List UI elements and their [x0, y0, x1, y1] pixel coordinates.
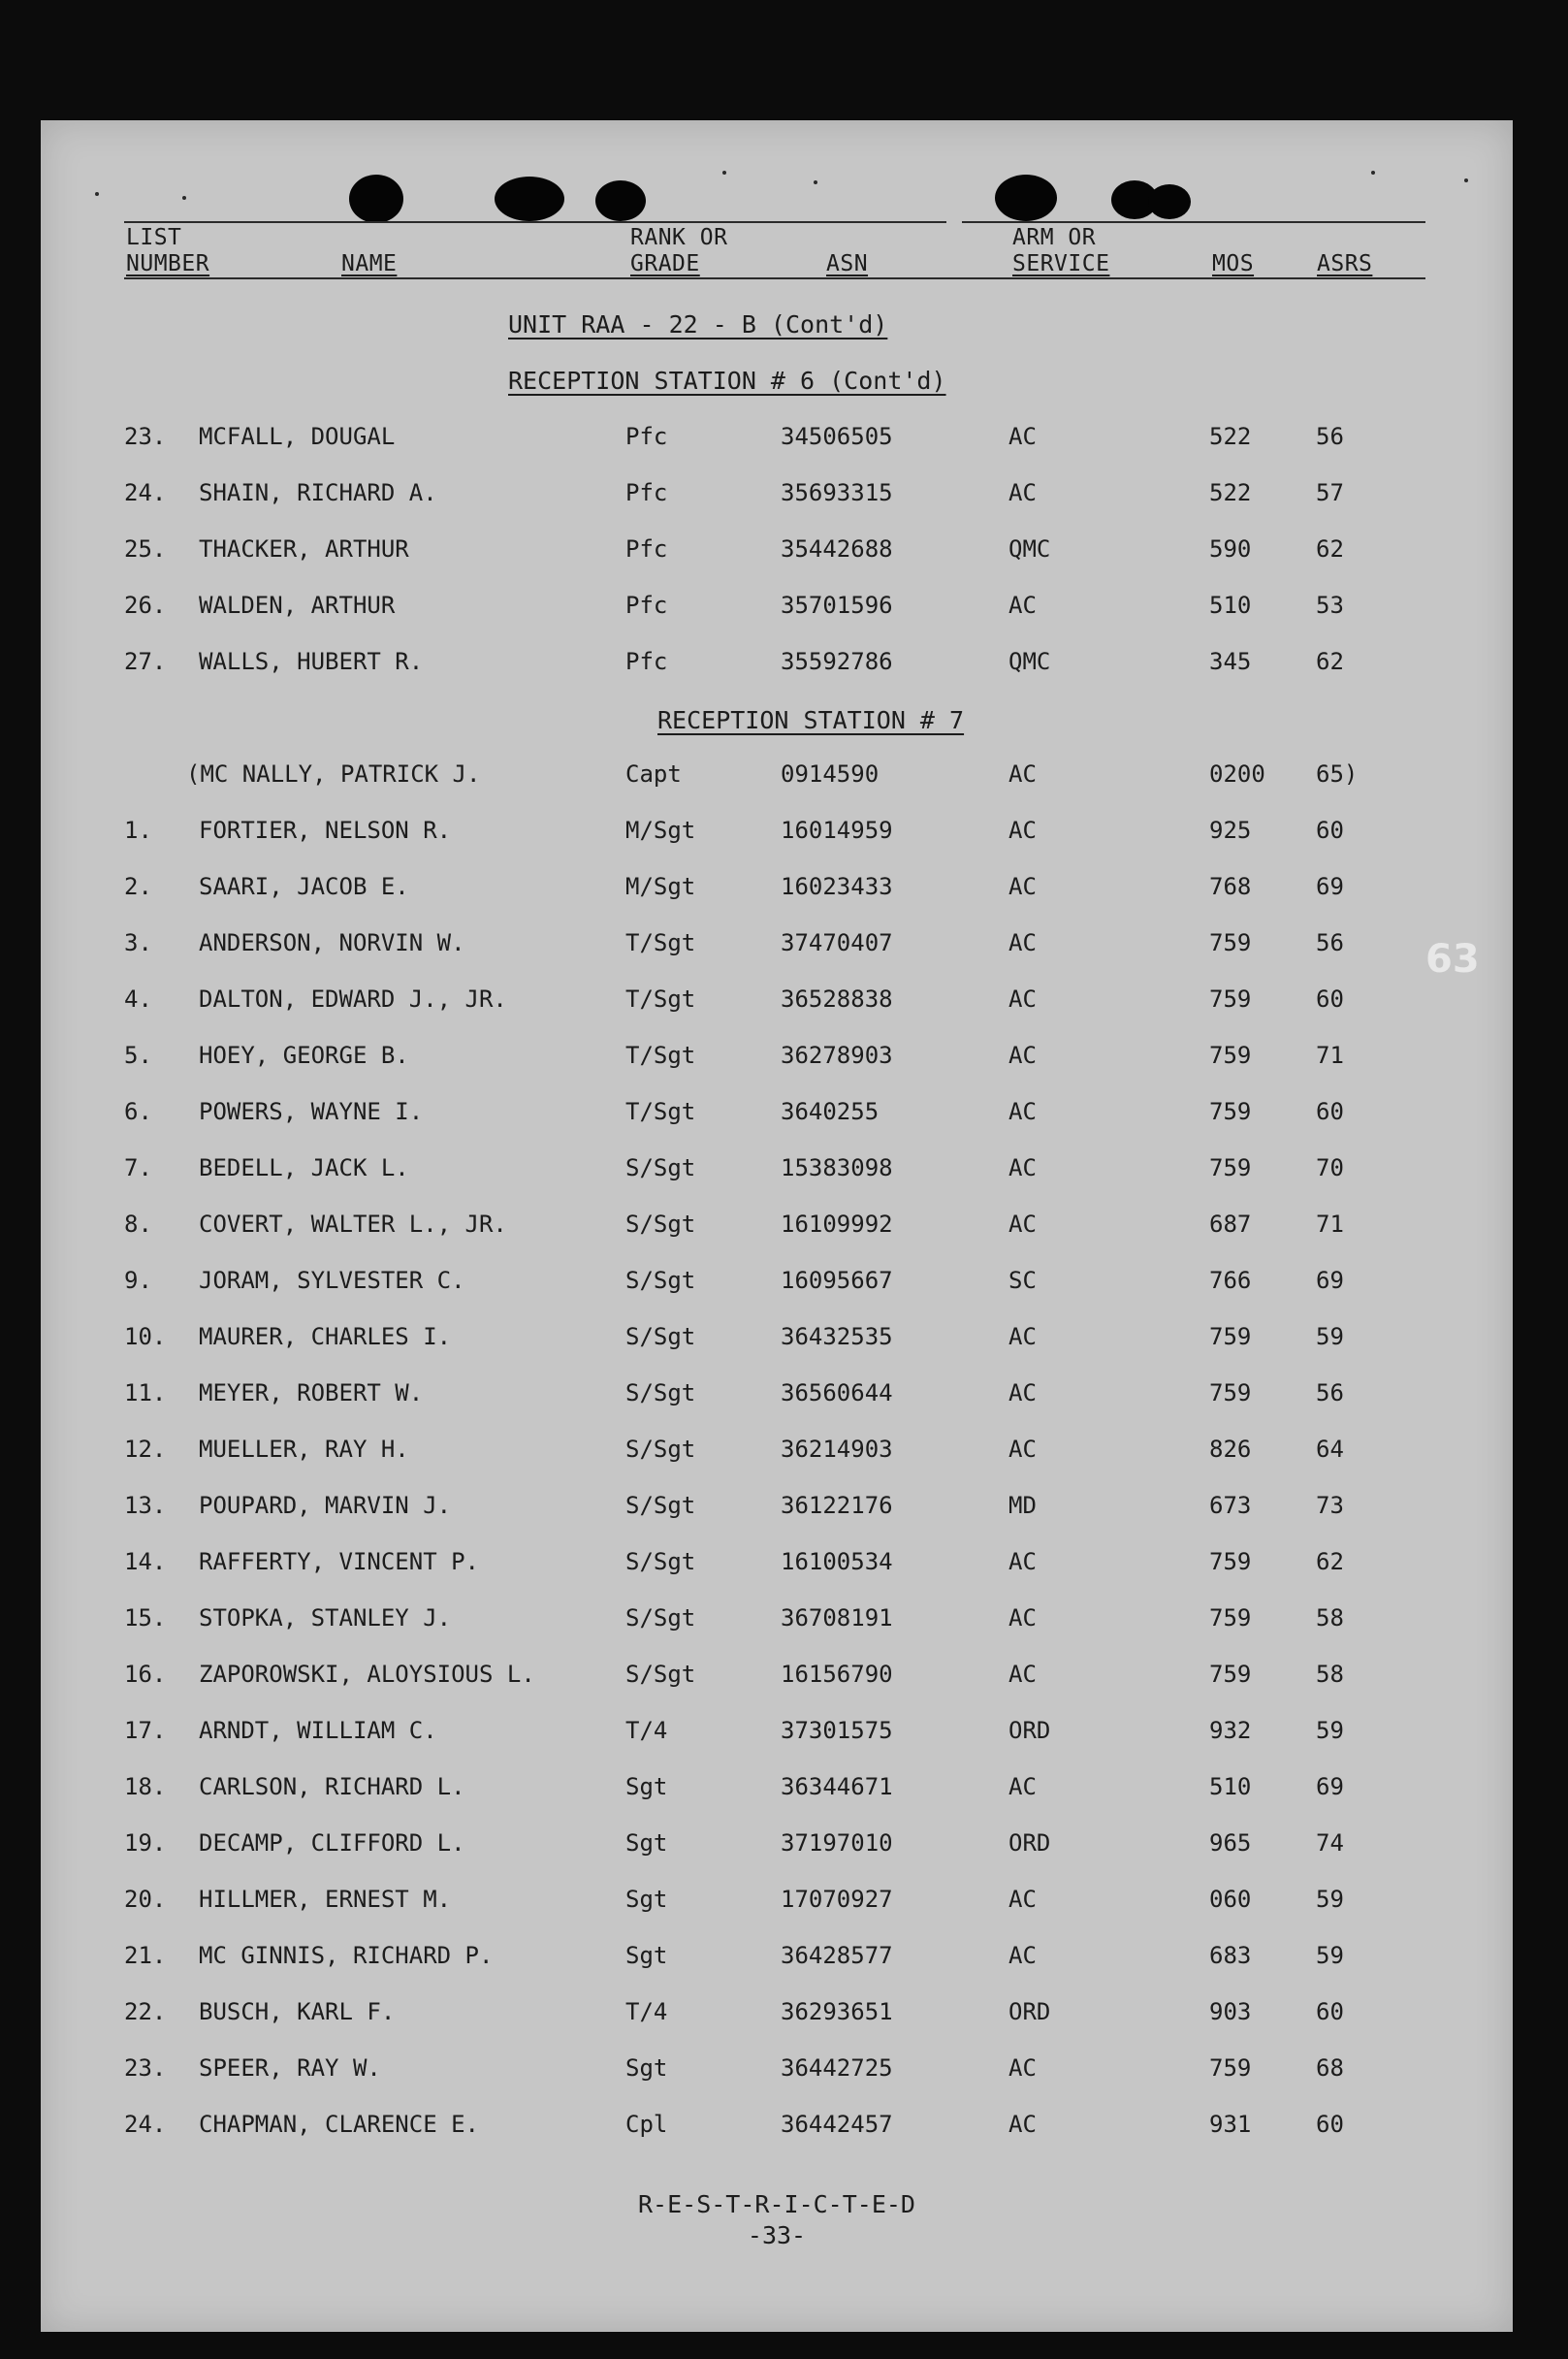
cell-name: BUSCH, KARL F.: [199, 1998, 396, 2025]
cell-name: MUELLER, RAY H.: [199, 1436, 409, 1463]
cell-num: 12.: [124, 1436, 167, 1463]
roster-row: [41, 1492, 1513, 1531]
cell-rank: S/Sgt: [625, 1604, 696, 1632]
cell-num: 16.: [124, 1661, 167, 1688]
cell-asn: 36122176: [781, 1492, 893, 1519]
cell-name: HILLMER, ERNEST M.: [199, 1886, 452, 1913]
roster-row: [41, 535, 1513, 574]
cell-num: 26.: [124, 592, 167, 619]
cell-rank: S/Sgt: [625, 1548, 696, 1575]
cell-name: CHAPMAN, CLARENCE E.: [199, 2111, 479, 2138]
cell-num: 27.: [124, 648, 167, 675]
cell-name: CARLSON, RICHARD L.: [199, 1773, 465, 1800]
cell-asrs: 62: [1316, 1548, 1344, 1575]
cell-name: SPEER, RAY W.: [199, 2054, 381, 2082]
cell-name: ZAPOROWSKI, ALOYSIOUS L.: [199, 1661, 535, 1688]
cell-mos: 759: [1209, 1154, 1252, 1181]
cell-name: MCFALL, DOUGAL: [199, 423, 396, 450]
cell-num: 25.: [124, 535, 167, 563]
station6-title: RECEPTION STATION # 6 (Cont'd): [508, 367, 946, 395]
speck: [1464, 178, 1468, 182]
cell-rank: Sgt: [625, 2054, 668, 2082]
cell-mos: 673: [1209, 1492, 1252, 1519]
punch-hole: [995, 175, 1057, 221]
speck: [1371, 171, 1375, 175]
station7-title: RECEPTION STATION # 7: [657, 706, 965, 734]
cell-arm: AC: [1008, 817, 1037, 844]
cell-name: SAARI, JACOB E.: [199, 873, 409, 900]
cell-rank: M/Sgt: [625, 817, 696, 844]
cell-asrs: 62: [1316, 648, 1344, 675]
cell-arm: AC: [1008, 929, 1037, 956]
roster-row: [41, 479, 1513, 518]
cell-rank: T/4: [625, 1717, 668, 1744]
cell-mos: 903: [1209, 1998, 1252, 2025]
cell-rank: S/Sgt: [625, 1154, 696, 1181]
roster-row: [41, 1773, 1513, 1812]
cell-arm: AC: [1008, 1773, 1037, 1800]
roster-row: [41, 1717, 1513, 1756]
cell-num: 24.: [124, 2111, 167, 2138]
cell-asrs: 60: [1316, 817, 1344, 844]
cell-num: 9.: [124, 1267, 152, 1294]
roster-row: [41, 1379, 1513, 1418]
classification-marking: R-E-S-T-R-I-C-T-E-D: [638, 2190, 915, 2218]
cell-name: STOPKA, STANLEY J.: [199, 1604, 452, 1632]
cell-mos: 510: [1209, 592, 1252, 619]
cell-arm: AC: [1008, 1211, 1037, 1238]
cell-mos: 522: [1209, 479, 1252, 506]
cell-name: ANDERSON, NORVIN W.: [199, 929, 465, 956]
cell-asn: 17070927: [781, 1886, 893, 1913]
cell-rank: Pfc: [625, 479, 668, 506]
cell-arm: AC: [1008, 2111, 1037, 2138]
cell-rank: T/Sgt: [625, 986, 696, 1013]
cell-mos: 965: [1209, 1829, 1252, 1857]
cell-asrs: 60: [1316, 1998, 1344, 2025]
roster-row: [41, 592, 1513, 630]
cell-arm: ORD: [1008, 1829, 1051, 1857]
cell-rank: S/Sgt: [625, 1379, 696, 1406]
roster-row: [41, 2054, 1513, 2093]
cell-rank: Sgt: [625, 1829, 668, 1857]
cell-asn: 35592786: [781, 648, 893, 675]
roster-row: [41, 1211, 1513, 1249]
cell-mos: 759: [1209, 1098, 1252, 1125]
cell-arm: AC: [1008, 1661, 1037, 1688]
cell-asn: 16095667: [781, 1267, 893, 1294]
cell-asrs: 69: [1316, 1773, 1344, 1800]
cell-arm: AC: [1008, 1886, 1037, 1913]
cell-arm: AC: [1008, 1942, 1037, 1969]
punch-hole: [1148, 184, 1191, 219]
cell-mos: 932: [1209, 1717, 1252, 1744]
cell-asrs: 69: [1316, 873, 1344, 900]
header-arm: ARM OR SERVICE: [1012, 225, 1110, 276]
speck: [182, 196, 186, 200]
cell-mos: 687: [1209, 1211, 1252, 1238]
cell-asrs: 74: [1316, 1829, 1344, 1857]
cell-asn: 36214903: [781, 1436, 893, 1463]
speck: [814, 180, 817, 184]
officer-asn: 0914590: [781, 760, 880, 788]
cell-mos: 925: [1209, 817, 1252, 844]
cell-rank: Pfc: [625, 423, 668, 450]
officer-row: [41, 760, 1513, 799]
cell-asn: 36560644: [781, 1379, 893, 1406]
cell-mos: 759: [1209, 986, 1252, 1013]
cell-asn: 34506505: [781, 423, 893, 450]
document-page: [41, 120, 1513, 2332]
cell-mos: 768: [1209, 873, 1252, 900]
header-bottom-rule: [124, 277, 1425, 279]
cell-mos: 759: [1209, 2054, 1252, 2082]
punch-hole: [595, 180, 646, 221]
cell-asrs: 59: [1316, 1886, 1344, 1913]
cell-arm: AC: [1008, 1042, 1037, 1069]
punch-hole: [495, 177, 564, 221]
cell-mos: 759: [1209, 1604, 1252, 1632]
cell-num: 24.: [124, 479, 167, 506]
cell-rank: T/4: [625, 1998, 668, 2025]
cell-asn: 36432535: [781, 1323, 893, 1350]
cell-asrs: 68: [1316, 2054, 1344, 2082]
roster-row: [41, 1323, 1513, 1362]
header-top-rule: [962, 221, 1425, 223]
cell-name: MC GINNIS, RICHARD P.: [199, 1942, 494, 1969]
roster-row: [41, 1098, 1513, 1137]
cell-arm: AC: [1008, 479, 1037, 506]
roster-row: [41, 648, 1513, 687]
cell-arm: AC: [1008, 1323, 1037, 1350]
cell-asn: 16109992: [781, 1211, 893, 1238]
cell-mos: 522: [1209, 423, 1252, 450]
cell-asn: 36442725: [781, 2054, 893, 2082]
roster-row: [41, 1998, 1513, 2037]
cell-arm: AC: [1008, 1548, 1037, 1575]
cell-asn: 3640255: [781, 1098, 880, 1125]
cell-num: 3.: [124, 929, 152, 956]
roster-row: [41, 1942, 1513, 1981]
cell-name: COVERT, WALTER L., JR.: [199, 1211, 507, 1238]
speck: [95, 192, 99, 196]
cell-name: BEDELL, JACK L.: [199, 1154, 409, 1181]
cell-name: POWERS, WAYNE I.: [199, 1098, 424, 1125]
cell-rank: Pfc: [625, 535, 668, 563]
cell-asrs: 64: [1316, 1436, 1344, 1463]
cell-num: 2.: [124, 873, 152, 900]
cell-num: 22.: [124, 1998, 167, 2025]
cell-name: DECAMP, CLIFFORD L.: [199, 1829, 465, 1857]
cell-num: 17.: [124, 1717, 167, 1744]
cell-asrs: 69: [1316, 1267, 1344, 1294]
cell-num: 23.: [124, 423, 167, 450]
cell-mos: 590: [1209, 535, 1252, 563]
header-asrs: ASRS: [1317, 251, 1373, 276]
officer-arm: AC: [1008, 760, 1037, 788]
speck: [722, 171, 726, 175]
cell-rank: S/Sgt: [625, 1323, 696, 1350]
cell-name: MEYER, ROBERT W.: [199, 1379, 424, 1406]
cell-num: 18.: [124, 1773, 167, 1800]
cell-asn: 36293651: [781, 1998, 893, 2025]
cell-asrs: 53: [1316, 592, 1344, 619]
cell-rank: S/Sgt: [625, 1436, 696, 1463]
cell-arm: AC: [1008, 1098, 1037, 1125]
cell-num: 23.: [124, 2054, 167, 2082]
cell-mos: 759: [1209, 1548, 1252, 1575]
cell-num: 6.: [124, 1098, 152, 1125]
cell-arm: AC: [1008, 873, 1037, 900]
cell-name: SHAIN, RICHARD A.: [199, 479, 437, 506]
cell-arm: AC: [1008, 423, 1037, 450]
header-asn: ASN: [826, 251, 869, 276]
cell-asrs: 70: [1316, 1154, 1344, 1181]
cell-asn: 37197010: [781, 1829, 893, 1857]
cell-asrs: 57: [1316, 479, 1344, 506]
cell-asrs: 73: [1316, 1492, 1344, 1519]
cell-asn: 35693315: [781, 479, 893, 506]
cell-mos: 759: [1209, 1323, 1252, 1350]
cell-num: 10.: [124, 1323, 167, 1350]
cell-arm: AC: [1008, 1154, 1037, 1181]
cell-asrs: 59: [1316, 1942, 1344, 1969]
cell-name: DALTON, EDWARD J., JR.: [199, 986, 507, 1013]
roster-row: [41, 929, 1513, 968]
cell-num: 11.: [124, 1379, 167, 1406]
roster-row: [41, 1267, 1513, 1306]
cell-asrs: 56: [1316, 423, 1344, 450]
cell-asrs: 60: [1316, 1098, 1344, 1125]
cell-rank: M/Sgt: [625, 873, 696, 900]
cell-asn: 15383098: [781, 1154, 893, 1181]
cell-arm: AC: [1008, 986, 1037, 1013]
cell-name: MAURER, CHARLES I.: [199, 1323, 452, 1350]
cell-name: WALDEN, ARTHUR: [199, 592, 396, 619]
cell-name: FORTIER, NELSON R.: [199, 817, 452, 844]
cell-asn: 37301575: [781, 1717, 893, 1744]
header-name: NAME: [341, 251, 398, 276]
cell-rank: T/Sgt: [625, 1042, 696, 1069]
cell-mos: 759: [1209, 1661, 1252, 1688]
header-mos: MOS: [1212, 251, 1255, 276]
punch-hole: [349, 175, 403, 223]
cell-asrs: 58: [1316, 1661, 1344, 1688]
cell-rank: Sgt: [625, 1942, 668, 1969]
cell-num: 1.: [124, 817, 152, 844]
cell-name: THACKER, ARTHUR: [199, 535, 409, 563]
cell-asrs: 59: [1316, 1717, 1344, 1744]
cell-mos: 766: [1209, 1267, 1252, 1294]
cell-arm: ORD: [1008, 1998, 1051, 2025]
roster-row: [41, 817, 1513, 856]
cell-name: WALLS, HUBERT R.: [199, 648, 424, 675]
cell-asn: 16100534: [781, 1548, 893, 1575]
cell-num: 20.: [124, 1886, 167, 1913]
unit-title: UNIT RAA - 22 - B (Cont'd): [508, 310, 888, 339]
cell-rank: Pfc: [625, 592, 668, 619]
cell-name: RAFFERTY, VINCENT P.: [199, 1548, 479, 1575]
cell-arm: QMC: [1008, 535, 1051, 563]
cell-num: 4.: [124, 986, 152, 1013]
cell-num: 15.: [124, 1604, 167, 1632]
cell-rank: S/Sgt: [625, 1211, 696, 1238]
cell-asn: 35701596: [781, 592, 893, 619]
cell-asrs: 59: [1316, 1323, 1344, 1350]
cell-asn: 16014959: [781, 817, 893, 844]
cell-arm: QMC: [1008, 648, 1051, 675]
cell-rank: S/Sgt: [625, 1661, 696, 1688]
cell-mos: 060: [1209, 1886, 1252, 1913]
officer-asrs: 65): [1316, 760, 1359, 788]
cell-mos: 759: [1209, 1042, 1252, 1069]
cell-asrs: 60: [1316, 986, 1344, 1013]
roster-row: [41, 1661, 1513, 1699]
cell-arm: MD: [1008, 1492, 1037, 1519]
cell-name: JORAM, SYLVESTER C.: [199, 1267, 465, 1294]
cell-asrs: 71: [1316, 1211, 1344, 1238]
cell-mos: 683: [1209, 1942, 1252, 1969]
officer-name: (MC NALLY, PATRICK J.: [186, 760, 481, 788]
roster-row: [41, 1042, 1513, 1081]
cell-asrs: 58: [1316, 1604, 1344, 1632]
cell-asn: 36708191: [781, 1604, 893, 1632]
roster-row: [41, 1604, 1513, 1643]
cell-rank: Cpl: [625, 2111, 668, 2138]
roster-row: [41, 1829, 1513, 1868]
cell-name: HOEY, GEORGE B.: [199, 1042, 409, 1069]
cell-arm: AC: [1008, 1436, 1037, 1463]
cell-mos: 510: [1209, 1773, 1252, 1800]
cell-arm: SC: [1008, 1267, 1037, 1294]
cell-mos: 759: [1209, 1379, 1252, 1406]
header-list-number: LIST NUMBER: [126, 225, 210, 276]
cell-arm: AC: [1008, 592, 1037, 619]
cell-asrs: 56: [1316, 1379, 1344, 1406]
cell-rank: T/Sgt: [625, 1098, 696, 1125]
cell-mos: 826: [1209, 1436, 1252, 1463]
cell-asn: 16023433: [781, 873, 893, 900]
cell-arm: ORD: [1008, 1717, 1051, 1744]
cell-asrs: 62: [1316, 535, 1344, 563]
cell-mos: 931: [1209, 2111, 1252, 2138]
cell-asn: 36344671: [781, 1773, 893, 1800]
roster-row: [41, 1154, 1513, 1193]
cell-num: 8.: [124, 1211, 152, 1238]
roster-row: [41, 1886, 1513, 1924]
header-rank: RANK OR GRADE: [630, 225, 728, 276]
cell-mos: 345: [1209, 648, 1252, 675]
cell-asrs: 60: [1316, 2111, 1344, 2138]
cell-rank: S/Sgt: [625, 1267, 696, 1294]
cell-rank: Pfc: [625, 648, 668, 675]
cell-rank: S/Sgt: [625, 1492, 696, 1519]
header-top-rule: [124, 221, 946, 223]
page-number: -33-: [747, 2221, 807, 2249]
cell-mos: 759: [1209, 929, 1252, 956]
cell-asn: 36442457: [781, 2111, 893, 2138]
cell-asn: 37470407: [781, 929, 893, 956]
cell-asn: 36428577: [781, 1942, 893, 1969]
cell-num: 21.: [124, 1942, 167, 1969]
cell-name: ARNDT, WILLIAM C.: [199, 1717, 437, 1744]
cell-num: 14.: [124, 1548, 167, 1575]
roster-row: [41, 1436, 1513, 1474]
cell-rank: T/Sgt: [625, 929, 696, 956]
roster-row: [41, 423, 1513, 462]
officer-mos: 0200: [1209, 760, 1265, 788]
cell-asn: 36278903: [781, 1042, 893, 1069]
cell-num: 7.: [124, 1154, 152, 1181]
cell-asn: 36528838: [781, 986, 893, 1013]
cell-arm: AC: [1008, 1604, 1037, 1632]
cell-asn: 35442688: [781, 535, 893, 563]
cell-asrs: 71: [1316, 1042, 1344, 1069]
cell-name: POUPARD, MARVIN J.: [199, 1492, 452, 1519]
margin-frame-number: 63: [1425, 937, 1480, 982]
cell-asrs: 56: [1316, 929, 1344, 956]
roster-row: [41, 986, 1513, 1024]
roster-row: [41, 1548, 1513, 1587]
roster-row: [41, 873, 1513, 912]
cell-arm: AC: [1008, 1379, 1037, 1406]
cell-num: 13.: [124, 1492, 167, 1519]
roster-row: [41, 2111, 1513, 2149]
cell-arm: AC: [1008, 2054, 1037, 2082]
officer-rank: Capt: [625, 760, 682, 788]
cell-num: 19.: [124, 1829, 167, 1857]
cell-rank: Sgt: [625, 1886, 668, 1913]
cell-num: 5.: [124, 1042, 152, 1069]
cell-rank: Sgt: [625, 1773, 668, 1800]
cell-asn: 16156790: [781, 1661, 893, 1688]
